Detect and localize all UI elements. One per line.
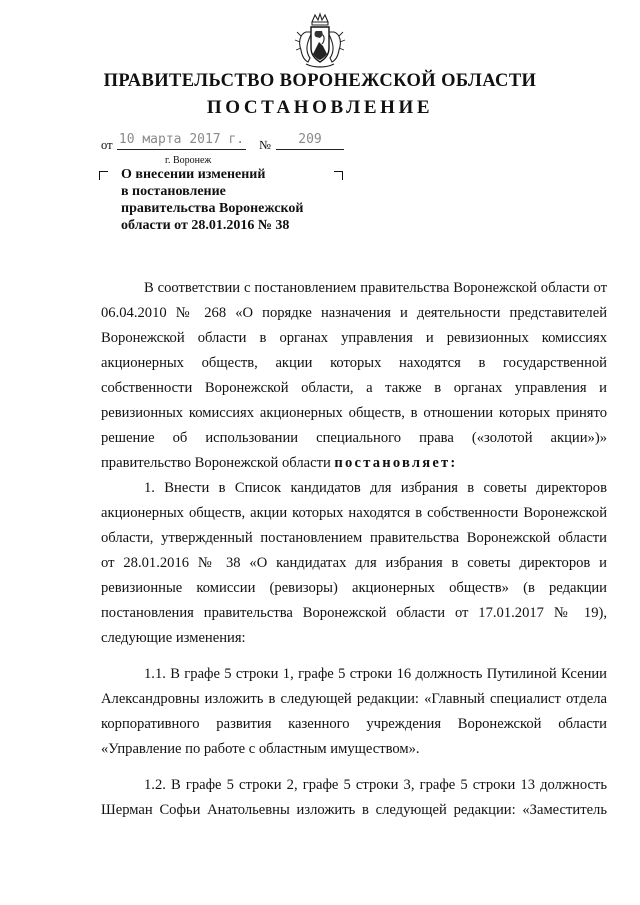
date-prefix: от [101,138,113,152]
body-line: ревизионные комиссии (ревизоры) акционерных обществ» (в редакции [101,580,607,596]
body-line: от 28.01.2016 № 38 «О кандидатах для избрания в советы директоров и [101,555,607,571]
body-line: 1.1. В графе 5 строки 1, графе 5 строки 16 должность Путилиной Ксении [144,666,607,682]
body-line: 1.2. В графе 5 строки 2, графе 5 строки 3, графе 5 строки 13 должность [144,777,607,793]
date-field: 10 марта 2017 г. [117,133,246,150]
document-body [101,276,607,823]
body-line: области, утвержденный постановлением правительства Воронежской области [101,530,607,546]
body-line-decree [101,451,607,476]
body-line: решение об использовании специального права («золотой акции»)» [101,430,607,446]
coat-of-arms-icon [292,12,348,72]
body-line: акционерных обществ, акции которых находятся в собственности Воронежской [101,505,607,521]
number-prefix: № [259,138,271,152]
body-line: корпоративного развития казенного учреждения Воронежской области [101,716,607,732]
body-line: 1. Внести в Список кандидатов для избрания в советы директоров [144,480,607,496]
body-line: следующие изменения: [101,630,246,646]
body-line: постановления правительства Воронежской области от 17.01.2017 № 19), [101,605,607,621]
corner-mark-left [99,171,108,180]
decree-word: постановляет: [334,455,458,471]
government-title: ПРАВИТЕЛЬСТВО ВОРОНЕЖСКОЙ ОБЛАСТИ [103,71,537,91]
body-line: собственности Воронежской области, а также в органах управления и [101,380,607,396]
body-line: Воронежской области в органах управления и ревизионных комиссиях [101,330,607,346]
body-line: ревизионных комиссиях акционерных обществ, в отношении которых принято [101,405,607,421]
number-field: 209 [276,133,344,150]
document-subject [121,166,341,234]
subject-line: правительства Воронежской [121,201,304,216]
body-line: В соответствии с постановлением правительства Воронежской области от [144,280,607,296]
subject-line: О внесении изменений [121,167,266,182]
city-label: г. Воронеж [165,155,212,166]
subject-line: в постановление [121,184,226,199]
decree-lead-text: правительство Воронежской области [101,455,331,471]
document-type: ПОСТАНОВЛЕНИЕ [206,97,434,118]
body-line: Александровны изложить в следующей редакции: «Главный специалист отдела [101,691,607,707]
body-line: Шерман Софьи Анатольевны изложить в следующей редакции: «Заместитель [101,802,607,818]
body-line: «Управление по работе с областным имуществом». [101,741,420,757]
body-line: 06.04.2010 № 268 «О порядке назначения и деятельности представителей [101,305,607,321]
subject-line: области от 28.01.2016 № 38 [121,218,290,233]
body-line: акционерных обществ, акции которых находятся в государственной [101,355,607,371]
